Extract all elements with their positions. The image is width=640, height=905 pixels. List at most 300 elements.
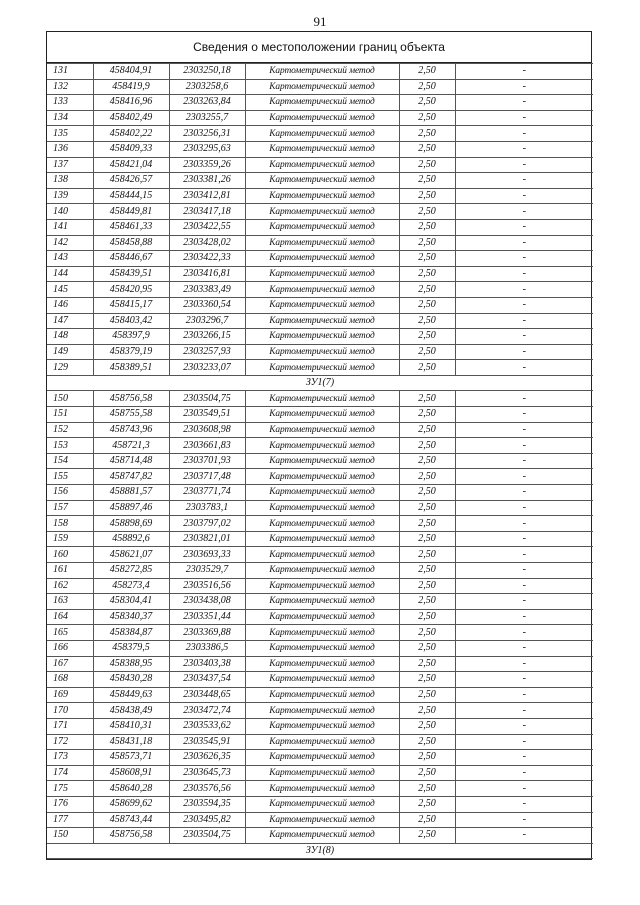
table-row [47,640,593,656]
table-row [47,344,593,360]
table-row [47,453,593,469]
x-coordinate-cell: 458397,9 [93,329,169,345]
note-cell: - [455,344,593,360]
note-cell: - [455,687,593,703]
x-coordinate-cell: 458272,85 [93,563,169,579]
note-cell: - [455,672,593,688]
x-coordinate-cell: 458881,57 [93,485,169,501]
y-coordinate-cell: 2303645,73 [169,765,245,781]
method-cell: Картометрический метод [245,500,399,516]
point-number-cell: 166 [47,640,93,656]
point-number-cell: 139 [47,188,93,204]
point-number-cell: 142 [47,235,93,251]
method-cell: Картометрический метод [245,329,399,345]
method-cell: Картометрический метод [245,438,399,454]
x-coordinate-cell: 458743,44 [93,812,169,828]
accuracy-cell: 2,50 [399,781,455,797]
accuracy-cell: 2,50 [399,734,455,750]
method-cell: Картометрический метод [245,765,399,781]
table-row [47,516,593,532]
point-number-cell: 160 [47,547,93,563]
y-coordinate-cell: 2303422,55 [169,219,245,235]
note-cell: - [455,640,593,656]
y-coordinate-cell: 2303717,48 [169,469,245,485]
note-cell: - [455,173,593,189]
method-cell: Картометрический метод [245,563,399,579]
table-row [47,531,593,547]
x-coordinate-cell: 458410,31 [93,718,169,734]
note-cell: - [455,765,593,781]
table-row [47,219,593,235]
accuracy-cell: 2,50 [399,703,455,719]
y-coordinate-cell: 2303360,54 [169,297,245,313]
accuracy-cell: 2,50 [399,141,455,157]
y-coordinate-cell: 2303594,35 [169,796,245,812]
method-cell: Картометрический метод [245,516,399,532]
note-cell: - [455,812,593,828]
point-number-cell: 129 [47,360,93,376]
y-coordinate-cell: 2303256,31 [169,126,245,142]
note-cell: - [455,188,593,204]
point-number-cell: 133 [47,95,93,111]
x-coordinate-cell: 458449,81 [93,204,169,220]
point-number-cell: 165 [47,625,93,641]
note-cell: - [455,95,593,111]
method-cell: Картометрический метод [245,235,399,251]
note-cell: - [455,500,593,516]
method-cell: Картометрический метод [245,672,399,688]
table-row [47,625,593,641]
accuracy-cell: 2,50 [399,765,455,781]
accuracy-cell: 2,50 [399,485,455,501]
y-coordinate-cell: 2303250,18 [169,64,245,80]
x-coordinate-cell: 458721,3 [93,438,169,454]
x-coordinate-cell: 458892,6 [93,531,169,547]
y-coordinate-cell: 2303545,91 [169,734,245,750]
note-cell: - [455,469,593,485]
note-cell: - [455,734,593,750]
point-number-cell: 145 [47,282,93,298]
accuracy-cell: 2,50 [399,282,455,298]
table-row [47,157,593,173]
y-coordinate-cell: 2303233,07 [169,360,245,376]
method-cell: Картометрический метод [245,531,399,547]
y-coordinate-cell: 2303422,33 [169,251,245,267]
table-row [47,485,593,501]
table-row [47,297,593,313]
note-cell: - [455,219,593,235]
point-number-cell: 144 [47,266,93,282]
note-cell: - [455,578,593,594]
method-cell: Картометрический метод [245,687,399,703]
x-coordinate-cell: 458409,33 [93,141,169,157]
method-cell: Картометрический метод [245,734,399,750]
method-cell: Картометрический метод [245,126,399,142]
note-cell: - [455,485,593,501]
y-coordinate-cell: 2303504,75 [169,828,245,844]
table-row [47,594,593,610]
point-number-cell: 135 [47,126,93,142]
method-cell: Картометрический метод [245,141,399,157]
y-coordinate-cell: 2303529,7 [169,563,245,579]
accuracy-cell: 2,50 [399,391,455,407]
y-coordinate-cell: 2303626,35 [169,750,245,766]
x-coordinate-cell: 458340,37 [93,609,169,625]
accuracy-cell: 2,50 [399,266,455,282]
note-cell: - [455,282,593,298]
section-footer-row [47,375,593,391]
x-coordinate-cell: 458415,17 [93,297,169,313]
x-coordinate-cell: 458402,49 [93,110,169,126]
boundary-coordinates-document [46,31,592,860]
x-coordinate-cell: 458420,95 [93,282,169,298]
method-cell: Картометрический метод [245,828,399,844]
table-row [47,672,593,688]
accuracy-cell: 2,50 [399,219,455,235]
y-coordinate-cell: 2303428,02 [169,235,245,251]
table-row [47,718,593,734]
accuracy-cell: 2,50 [399,79,455,95]
note-cell: - [455,796,593,812]
note-cell: - [455,594,593,610]
accuracy-cell: 2,50 [399,110,455,126]
table-row [47,360,593,376]
accuracy-cell: 2,50 [399,422,455,438]
method-cell: Картометрический метод [245,282,399,298]
note-cell: - [455,266,593,282]
point-number-cell: 143 [47,251,93,267]
note-cell: - [455,126,593,142]
x-coordinate-cell: 458756,58 [93,828,169,844]
y-coordinate-cell: 2303417,18 [169,204,245,220]
y-coordinate-cell: 2303266,15 [169,329,245,345]
table-row [47,828,593,844]
x-coordinate-cell: 458438,49 [93,703,169,719]
accuracy-cell: 2,50 [399,469,455,485]
x-coordinate-cell: 458304,41 [93,594,169,610]
table-row [47,204,593,220]
y-coordinate-cell: 2303263,84 [169,95,245,111]
point-number-cell: 173 [47,750,93,766]
y-coordinate-cell: 2303516,56 [169,578,245,594]
table-row [47,329,593,345]
method-cell: Картометрический метод [245,360,399,376]
note-cell: - [455,329,593,345]
y-coordinate-cell: 2303448,65 [169,687,245,703]
method-cell: Картометрический метод [245,219,399,235]
note-cell: - [455,79,593,95]
method-cell: Картометрический метод [245,656,399,672]
note-cell: - [455,453,593,469]
accuracy-cell: 2,50 [399,64,455,80]
method-cell: Картометрический метод [245,110,399,126]
y-coordinate-cell: 2303533,62 [169,718,245,734]
table-row [47,765,593,781]
table-row [47,609,593,625]
y-coordinate-cell: 2303383,49 [169,282,245,298]
accuracy-cell: 2,50 [399,500,455,516]
method-cell: Картометрический метод [245,391,399,407]
note-cell: - [455,656,593,672]
point-number-cell: 158 [47,516,93,532]
x-coordinate-cell: 458573,71 [93,750,169,766]
point-number-cell: 137 [47,157,93,173]
y-coordinate-cell: 2303701,93 [169,453,245,469]
method-cell: Картометрический метод [245,781,399,797]
method-cell: Картометрический метод [245,344,399,360]
accuracy-cell: 2,50 [399,251,455,267]
accuracy-cell: 2,50 [399,672,455,688]
point-number-cell: 140 [47,204,93,220]
method-cell: Картометрический метод [245,718,399,734]
y-coordinate-cell: 2303386,5 [169,640,245,656]
accuracy-cell: 2,50 [399,313,455,329]
y-coordinate-cell: 2303783,1 [169,500,245,516]
y-coordinate-cell: 2303296,7 [169,313,245,329]
y-coordinate-cell: 2303495,82 [169,812,245,828]
point-number-cell: 131 [47,64,93,80]
point-number-cell: 155 [47,469,93,485]
accuracy-cell: 2,50 [399,329,455,345]
note-cell: - [455,516,593,532]
method-cell: Картометрический метод [245,407,399,423]
accuracy-cell: 2,50 [399,235,455,251]
method-cell: Картометрический метод [245,297,399,313]
method-cell: Картометрический метод [245,796,399,812]
y-coordinate-cell: 2303437,54 [169,672,245,688]
method-cell: Картометрический метод [245,750,399,766]
table-row [47,734,593,750]
y-coordinate-cell: 2303608,98 [169,422,245,438]
y-coordinate-cell: 2303258,6 [169,79,245,95]
accuracy-cell: 2,50 [399,531,455,547]
accuracy-cell: 2,50 [399,547,455,563]
accuracy-cell: 2,50 [399,407,455,423]
x-coordinate-cell: 458458,88 [93,235,169,251]
y-coordinate-cell: 2303821,01 [169,531,245,547]
x-coordinate-cell: 458898,69 [93,516,169,532]
note-cell: - [455,563,593,579]
y-coordinate-cell: 2303416,81 [169,266,245,282]
point-number-cell: 146 [47,297,93,313]
point-number-cell: 168 [47,672,93,688]
note-cell: - [455,828,593,844]
point-number-cell: 153 [47,438,93,454]
y-coordinate-cell: 2303438,08 [169,594,245,610]
note-cell: - [455,360,593,376]
x-coordinate-cell: 458608,91 [93,765,169,781]
accuracy-cell: 2,50 [399,625,455,641]
x-coordinate-cell: 458419,9 [93,79,169,95]
page-number: 91 [313,14,327,29]
point-number-cell: 161 [47,563,93,579]
accuracy-cell: 2,50 [399,812,455,828]
y-coordinate-cell: 2303797,02 [169,516,245,532]
point-number-cell: 176 [47,796,93,812]
x-coordinate-cell: 458621,07 [93,547,169,563]
point-number-cell: 138 [47,173,93,189]
accuracy-cell: 2,50 [399,640,455,656]
y-coordinate-cell: 2303369,88 [169,625,245,641]
accuracy-cell: 2,50 [399,656,455,672]
y-coordinate-cell: 2303412,81 [169,188,245,204]
table-row [47,188,593,204]
x-coordinate-cell: 458421,04 [93,157,169,173]
x-coordinate-cell: 458755,58 [93,407,169,423]
accuracy-cell: 2,50 [399,609,455,625]
y-coordinate-cell: 2303295,63 [169,141,245,157]
note-cell: - [455,110,593,126]
method-cell: Картометрический метод [245,625,399,641]
method-cell: Картометрический метод [245,188,399,204]
x-coordinate-cell: 458461,33 [93,219,169,235]
point-number-cell: 162 [47,578,93,594]
method-cell: Картометрический метод [245,313,399,329]
note-cell: - [455,391,593,407]
table-row [47,173,593,189]
note-cell: - [455,407,593,423]
accuracy-cell: 2,50 [399,516,455,532]
point-number-cell: 174 [47,765,93,781]
point-number-cell: 150 [47,391,93,407]
point-number-cell: 141 [47,219,93,235]
accuracy-cell: 2,50 [399,360,455,376]
method-cell: Картометрический метод [245,157,399,173]
point-number-cell: 150 [47,828,93,844]
x-coordinate-cell: 458444,15 [93,188,169,204]
accuracy-cell: 2,50 [399,578,455,594]
point-number-cell: 177 [47,812,93,828]
section-footer-row [47,843,593,859]
method-cell: Картометрический метод [245,640,399,656]
note-cell: - [455,625,593,641]
accuracy-cell: 2,50 [399,297,455,313]
y-coordinate-cell: 2303403,38 [169,656,245,672]
table-row [47,79,593,95]
document-title: Сведения о местоположении границ объекта [47,32,591,63]
y-coordinate-cell: 2303255,7 [169,110,245,126]
note-cell: - [455,235,593,251]
point-number-cell: 159 [47,531,93,547]
point-number-cell: 169 [47,687,93,703]
method-cell: Картометрический метод [245,95,399,111]
note-cell: - [455,422,593,438]
note-cell: - [455,204,593,220]
method-cell: Картометрический метод [245,485,399,501]
table-row [47,266,593,282]
point-number-cell: 175 [47,781,93,797]
table-row [47,235,593,251]
point-number-cell: 147 [47,313,93,329]
note-cell: - [455,141,593,157]
table-row [47,796,593,812]
method-cell: Картометрический метод [245,469,399,485]
point-number-cell: 149 [47,344,93,360]
method-cell: Картометрический метод [245,703,399,719]
table-row [47,500,593,516]
x-coordinate-cell: 458379,5 [93,640,169,656]
accuracy-cell: 2,50 [399,95,455,111]
accuracy-cell: 2,50 [399,173,455,189]
section-label: ЗУ1(7) [47,375,593,391]
table-row [47,703,593,719]
point-number-cell: 163 [47,594,93,610]
accuracy-cell: 2,50 [399,204,455,220]
method-cell: Картометрический метод [245,453,399,469]
section-label: ЗУ1(8) [47,843,593,859]
x-coordinate-cell: 458446,67 [93,251,169,267]
note-cell: - [455,718,593,734]
x-coordinate-cell: 458431,18 [93,734,169,750]
method-cell: Картометрический метод [245,251,399,267]
method-cell: Картометрический метод [245,266,399,282]
method-cell: Картометрический метод [245,173,399,189]
y-coordinate-cell: 2303381,26 [169,173,245,189]
point-number-cell: 172 [47,734,93,750]
accuracy-cell: 2,50 [399,453,455,469]
point-number-cell: 154 [47,453,93,469]
table-row [47,687,593,703]
table-row [47,578,593,594]
note-cell: - [455,609,593,625]
y-coordinate-cell: 2303549,51 [169,407,245,423]
x-coordinate-cell: 458449,63 [93,687,169,703]
accuracy-cell: 2,50 [399,687,455,703]
x-coordinate-cell: 458388,95 [93,656,169,672]
x-coordinate-cell: 458699,62 [93,796,169,812]
point-number-cell: 134 [47,110,93,126]
point-number-cell: 148 [47,329,93,345]
table-row [47,64,593,80]
y-coordinate-cell: 2303661,83 [169,438,245,454]
table-row [47,422,593,438]
note-cell: - [455,547,593,563]
note-cell: - [455,703,593,719]
note-cell: - [455,313,593,329]
x-coordinate-cell: 458640,28 [93,781,169,797]
x-coordinate-cell: 458743,96 [93,422,169,438]
note-cell: - [455,64,593,80]
method-cell: Картометрический метод [245,64,399,80]
accuracy-cell: 2,50 [399,594,455,610]
note-cell: - [455,781,593,797]
note-cell: - [455,750,593,766]
table-row [47,656,593,672]
note-cell: - [455,531,593,547]
x-coordinate-cell: 458426,57 [93,173,169,189]
y-coordinate-cell: 2303359,26 [169,157,245,173]
method-cell: Картометрический метод [245,422,399,438]
x-coordinate-cell: 458897,46 [93,500,169,516]
x-coordinate-cell: 458402,22 [93,126,169,142]
method-cell: Картометрический метод [245,547,399,563]
y-coordinate-cell: 2303576,56 [169,781,245,797]
point-number-cell: 171 [47,718,93,734]
method-cell: Картометрический метод [245,578,399,594]
table-row [47,781,593,797]
accuracy-cell: 2,50 [399,188,455,204]
note-cell: - [455,157,593,173]
accuracy-cell: 2,50 [399,563,455,579]
method-cell: Картометрический метод [245,204,399,220]
table-row [47,282,593,298]
x-coordinate-cell: 458416,96 [93,95,169,111]
y-coordinate-cell: 2303504,75 [169,391,245,407]
point-number-cell: 164 [47,609,93,625]
table-row [47,563,593,579]
table-row [47,141,593,157]
method-cell: Картометрический метод [245,609,399,625]
